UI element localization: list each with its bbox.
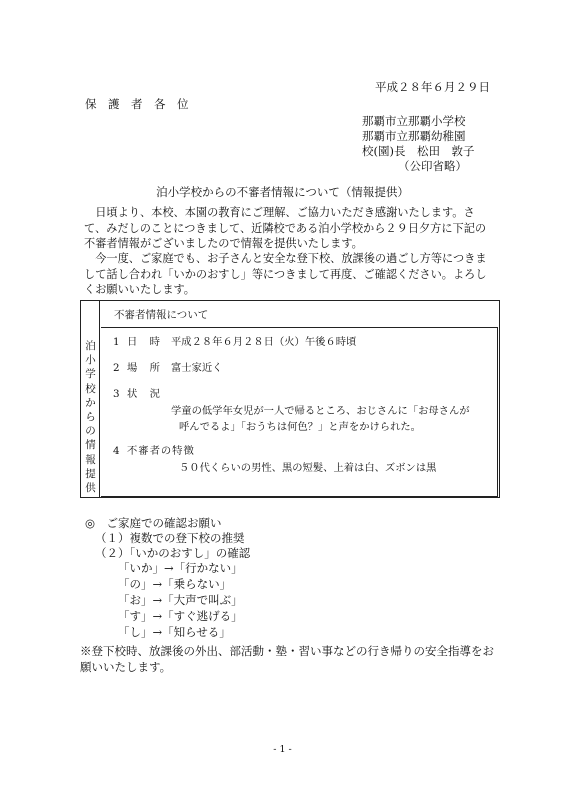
confirm-section-title: ◎ ご家庭での確認お願い xyxy=(85,516,222,530)
sender-principal: 校(園)長 松田 敦子 xyxy=(362,144,475,158)
recipient-line: 保 護 者 各 位 xyxy=(85,97,189,111)
ikanoosushi-rule-no: 「の」→「乗らない」 xyxy=(118,577,232,591)
info-box-side-label xyxy=(81,301,100,497)
situation-line-2: 呼んでるよ」「おうちは何色？」と声をかけられた。 xyxy=(179,421,421,433)
ikanoosushi-rule-ika: 「いか」→「行かない」 xyxy=(118,561,243,575)
info-box-content: 1 日 時 平成２８年６月２８日（火）午後６時頃 2 場 所 富士家近く 3 状 況 学童の低学年女児が一人で帰るところ、おじさんに「お母さんが 呼んでるよ」「おうちは何色？」と声をかけられた。 4 不審者の特徴 ５０代くらいの男性、黒の短髪、上着は白、ズボンは黒 xyxy=(101,327,498,497)
body-paragraph-1: 日頃より、本校、本園の教育にご理解、ご協力いただき感謝いたします。さて、みだしのことにつきまして、近隣校である泊小学校から２９日夕方に下記の不審者情報がございましたので情報を提供いたします。 xyxy=(84,206,487,250)
suspect-description: ５０代くらいの男性、黒の短髪、上着は白、ズボンは黒 xyxy=(179,462,437,474)
sender-kindergarten: 那覇市立那覇幼稚園 xyxy=(362,129,466,143)
confirm-item-1: （１）複数での登下校の推奨 xyxy=(95,531,245,545)
document-date: 平成２８年６月２９日 xyxy=(375,80,490,94)
side-label-text: 泊小学校からの情報提供 xyxy=(85,340,96,495)
ikanoosushi-rule-shi: 「し」→「知らせる」 xyxy=(118,625,231,639)
document-title: 泊小学校からの不審者情報について（情報提供） xyxy=(156,185,409,199)
info-box xyxy=(80,300,500,498)
sender-school: 那覇市立那覇小学校 xyxy=(362,114,466,128)
confirm-item-2: （２）「いかのおすし」の確認 xyxy=(95,546,251,560)
page-number: - 1 - xyxy=(273,744,292,755)
seal-omitted-note: （公印省略） xyxy=(398,159,467,173)
info-box-heading: 不審者情報について xyxy=(114,309,209,321)
ikanoosushi-rule-o: 「お」→「大声で叫ぶ」 xyxy=(118,593,243,607)
body-paragraph-2: 今一度、ご家庭でも、お子さんと安全な登下校、放課後の過ごし方等につきまして話し合われ「いかのおすし」等につきまして再度、ご確認ください。よろしくお願いいたします。 xyxy=(84,252,487,296)
situation-line-1: 学童の低学年女児が一人で帰るところ、おじさんに「お母さんが xyxy=(171,405,470,417)
ikanoosushi-rule-su: 「す」→「すぐ逃げる」 xyxy=(118,609,243,623)
safety-guidance-note: ※登下校時、放課後の外出、部活動・塾・習い事などの行き帰りの安全指導をお願いいたします。 xyxy=(80,644,494,674)
